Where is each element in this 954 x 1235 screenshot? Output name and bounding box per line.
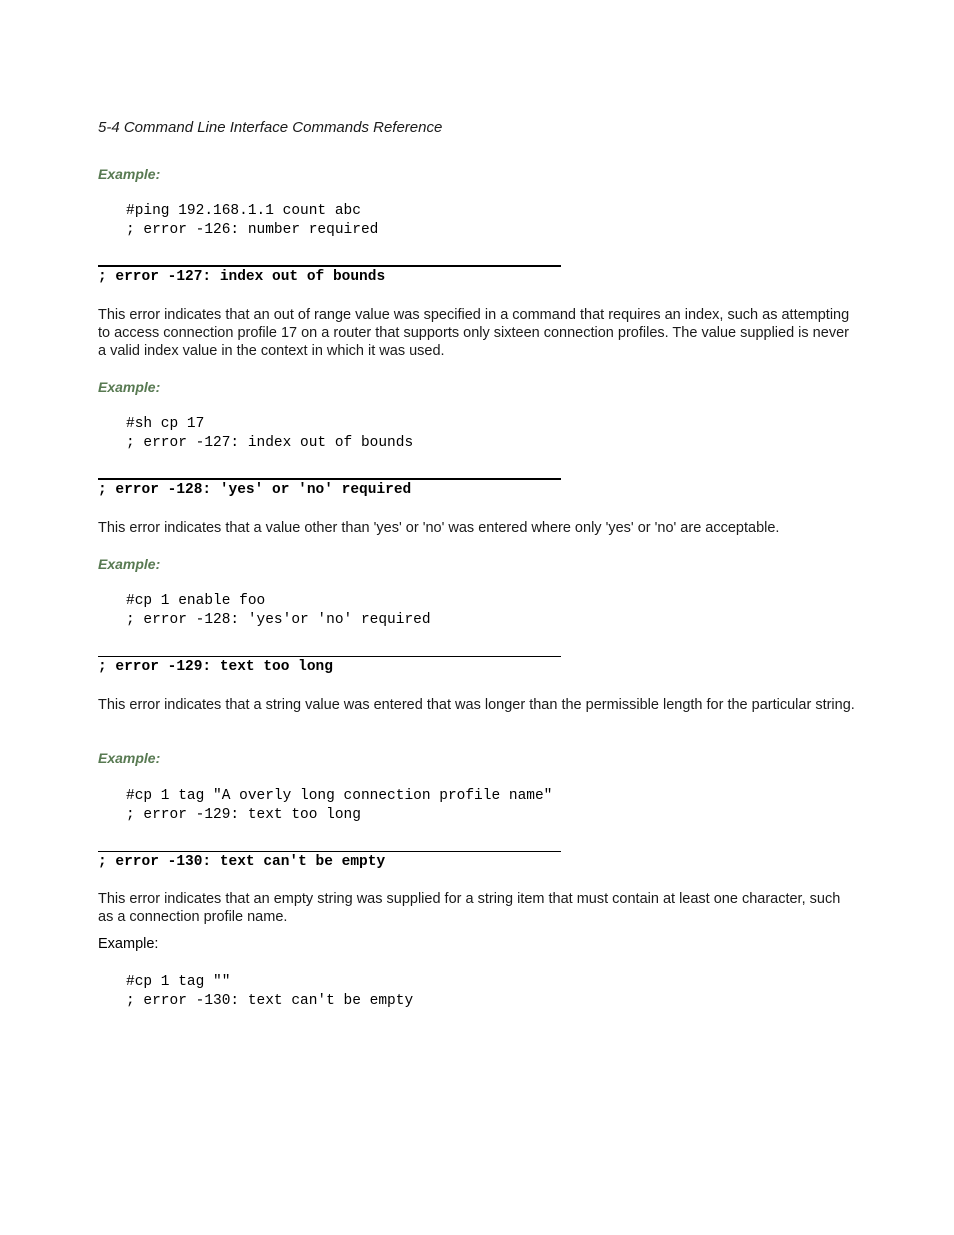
error-description: This error indicates that a string value was entered that was longer than the permissible length for the particular string. [98,697,855,713]
code-example: #cp 1 enable foo ; error -128: 'yes'or 'no' required [126,593,431,628]
error-description: This error indicates that a value other than 'yes' or 'no' was entered where only 'yes' or 'no' are acceptable. [98,520,780,536]
example-label: Example: [98,556,161,572]
section-divider [98,478,561,480]
example-label: Example: [98,379,161,395]
section-divider [98,656,561,657]
error-description: This error indicates that an out of range value was specified in a command that requires an index, such as attempting to access connection profile 17 on a router that supports only sixteen connection profiles. The value supplied is never a valid index value in the context in which it was used. [98,307,850,359]
example-label: Example: [98,166,161,182]
code-example: #cp 1 tag "A overly long connection profile name" ; error -129: text too long [126,788,553,823]
example-label: Example: [98,750,161,766]
code-example: #sh cp 17 ; error -127: index out of bounds [126,416,414,451]
error-heading: ; error -130: text can't be empty [98,854,386,870]
page-header: 5-4 Command Line Interface Commands Reference [98,119,443,136]
error-heading: ; error -128: 'yes' or 'no' required [98,482,412,498]
error-heading: ; error -129: text too long [98,659,333,675]
code-example: #cp 1 tag "" ; error -130: text can't be empty [126,974,414,1009]
code-example: #ping 192.168.1.1 count abc ; error -126: number required [126,203,379,238]
section-divider [98,265,561,267]
example-label: Example: [98,936,159,952]
section-divider [98,851,561,852]
error-heading: ; error -127: index out of bounds [98,269,386,285]
error-description: This error indicates that an empty string was supplied for a string item that must contain at least one character, such as a connection profile name. [98,891,841,925]
